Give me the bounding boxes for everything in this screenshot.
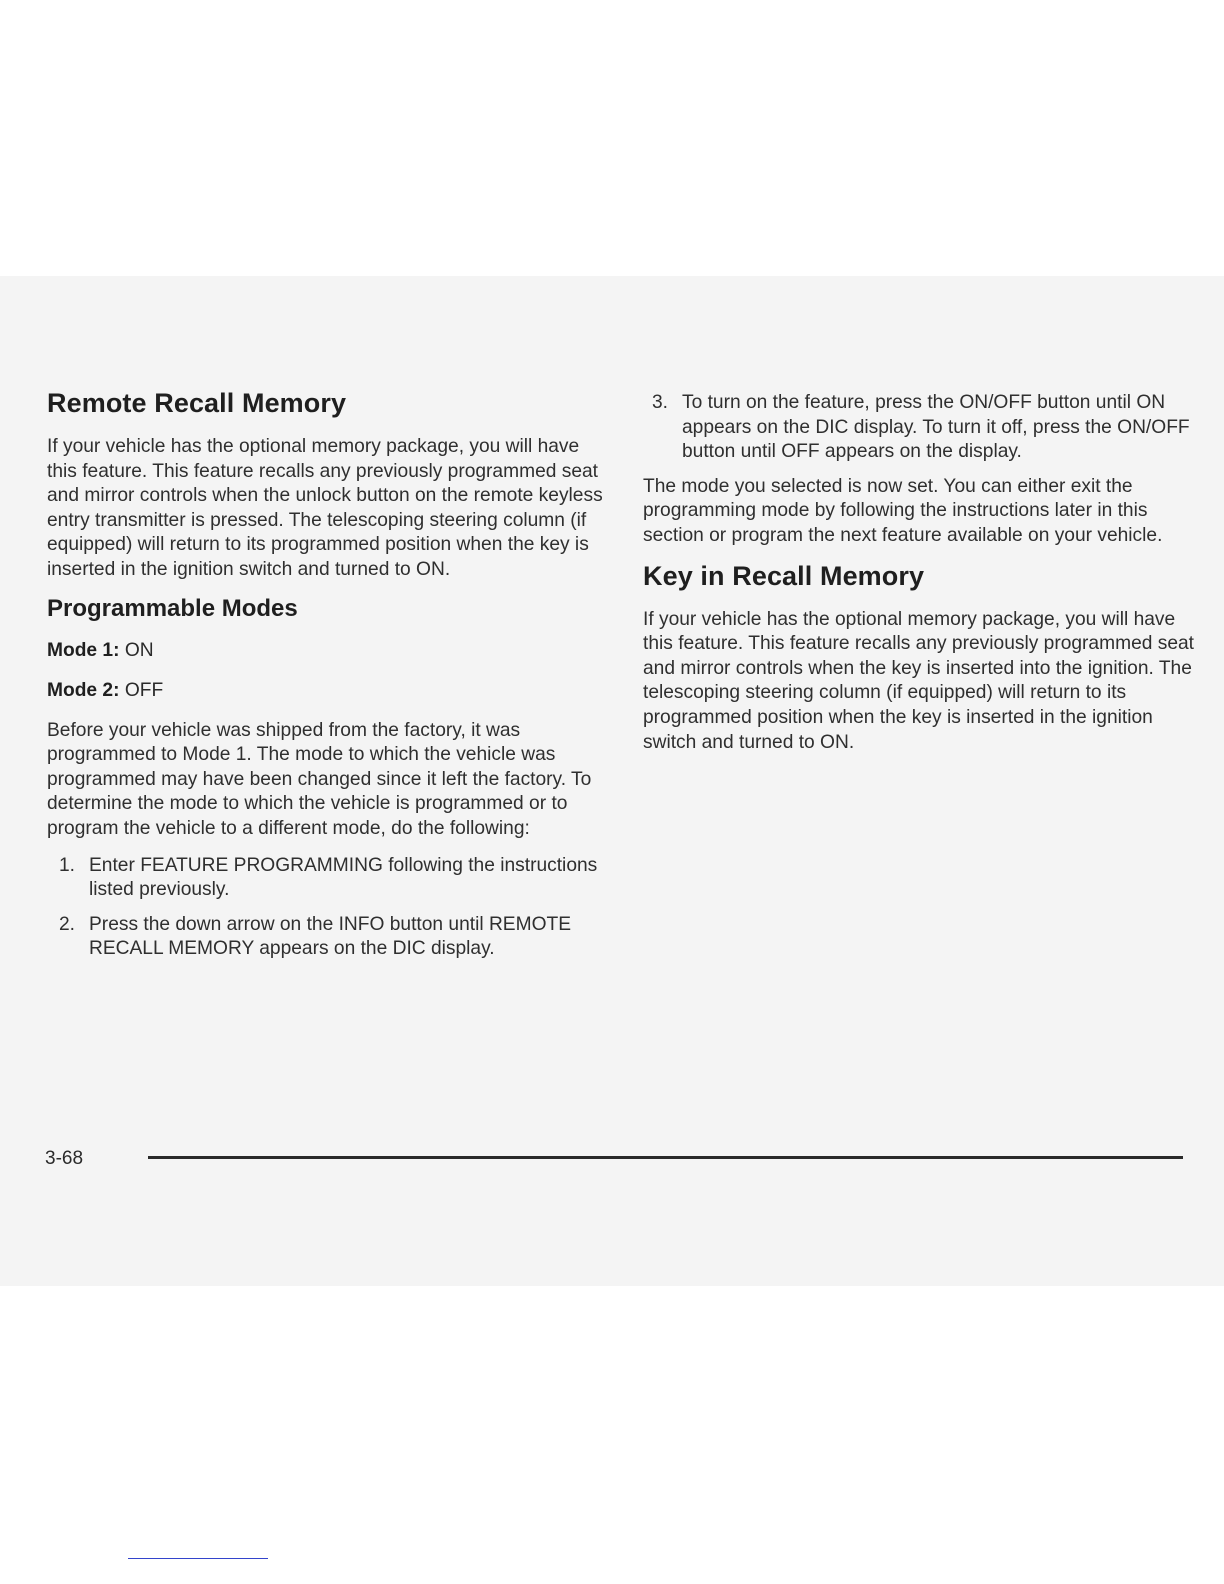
list-item xyxy=(47,913,607,962)
programmable-modes-heading: Programmable Modes xyxy=(47,594,298,622)
divider xyxy=(128,1558,268,1559)
mode-2-line xyxy=(47,679,607,703)
steps-list-right xyxy=(643,391,1203,465)
step-number: 2. xyxy=(59,913,76,935)
step-text: Press the down arrow on the INFO button until REMOTE RECALL MEMORY appears on the DIC display. xyxy=(89,913,572,960)
mode-1-line xyxy=(47,639,607,663)
step-number: 3. xyxy=(652,392,669,413)
remote-recall-heading: Remote Recall Memory xyxy=(47,388,347,418)
step-text: Enter FEATURE PROGRAMMING following the instructions listed previously. xyxy=(89,854,598,901)
mode-set-text: The mode you selected is now set. You can either exit the programming mode by following the instructions later in this section or program the next feature available on your vehicle. xyxy=(643,475,1163,546)
list-item xyxy=(47,854,607,903)
footer-divider xyxy=(148,1156,1183,1159)
step-number: 1. xyxy=(59,854,76,876)
before-shipping-text: Before your vehicle was shipped from the factory, it was programmed to Mode 1. The mode to which the vehicle was programmed may have been changed since it left the factory. To determine the mode to which the vehicle is programmed or to program the vehicle to a different mode, do the following: xyxy=(47,719,592,839)
step-text: To turn on the feature, press the ON/OFF button until ON appears on the DIC display. To turn it off, press the ON/OFF button until OFF appears on the display. xyxy=(682,392,1190,463)
left-column xyxy=(47,388,607,972)
remote-recall-intro: If your vehicle has the optional memory package, you will have this feature. This feature recalls any previously programmed seat and mirror controls when the unlock button on the remote keyless entry transmitter is pressed. The telescoping steering column (if equipped) will return to its programmed position when the key is inserted in the ignition switch and turned to ON. xyxy=(47,436,603,580)
mode-1-label: Mode 1: xyxy=(47,639,120,661)
key-in-recall-heading: Key in Recall Memory xyxy=(643,560,925,591)
mode-1-value: ON xyxy=(124,639,154,661)
list-item xyxy=(643,391,1203,465)
mode-2-value: OFF xyxy=(124,679,164,701)
mode-2-label: Mode 2: xyxy=(47,679,120,701)
page-number: 3-68 xyxy=(45,1148,84,1169)
key-in-recall-body: If your vehicle has the optional memory package, you will have this feature. This feature recalls any previously programmed seat and mirror controls when the key is inserted into the ignition. The telescoping steering column (if equipped) will return to its programmed position when the key is inserted in the ignition switch and turned to ON. xyxy=(643,608,1195,753)
right-column xyxy=(643,391,1203,767)
steps-list-left xyxy=(47,854,607,962)
